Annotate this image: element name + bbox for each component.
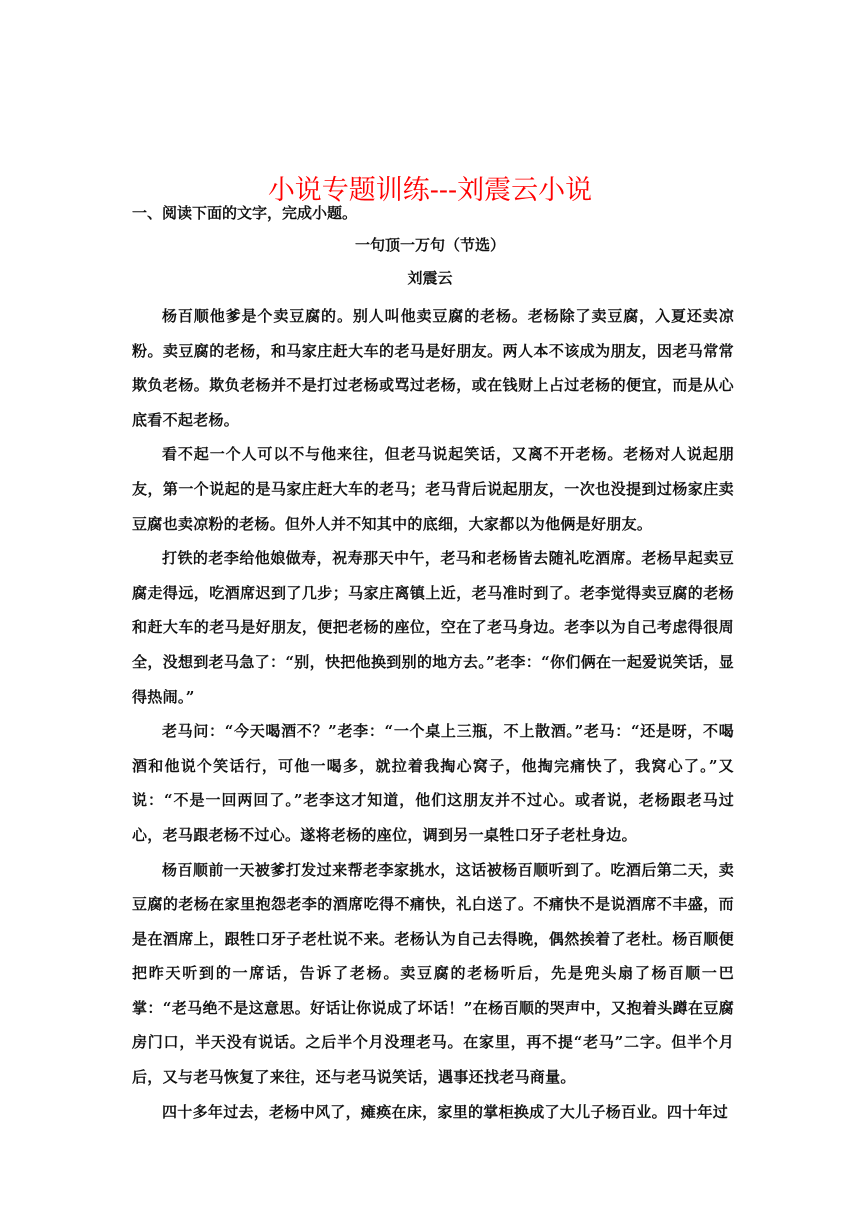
author-name: 刘震云 — [407, 269, 453, 287]
article-body — [132, 299, 734, 1129]
section-heading: 一、阅读下面的文字，完成小题。 — [132, 204, 358, 222]
paragraph: 杨百顺他爹是个卖豆腐的。别人叫他卖豆腐的老杨。老杨除了卖豆腐，入夏还卖凉粉。卖豆腐的老杨，和马家庄赶大车的老马是好朋友。两人本不该成为朋友，因老马常常欺负老杨。欺负老杨并不是打过老杨或骂过老杨，或在钱财上占过老杨的便宜，而是从心底看不起老杨。 — [132, 307, 734, 429]
paragraph: 看不起一个人可以不与他来往，但老马说起笑话，又离不开老杨。老杨对人说起朋友，第一个说起的是马家庄赶大车的老马；老马背后说起朋友，一次也没提到过杨家庄卖豆腐也卖凉粉的老杨。但外人并不知其中的底细，大家都以为他俩是好朋友。 — [132, 445, 734, 533]
paragraph: 打铁的老李给他娘做寿，祝寿那天中午，老马和老杨皆去随礼吃酒席。老杨早起卖豆腐走得远，吃酒席迟到了几步；马家庄离镇上近，老马准时到了。老李觉得卖豆腐的老杨和赶大车的老马是好朋友，便把老杨的座位，空在了老马身边。老李以为自己考虑得很周全，没想到老马急了：“别，快把他换到别的地方去。”老李：“你们俩在一起爱说笑话，显得热闹。” — [132, 549, 734, 706]
article-title: 一句顶一万句（节选） — [354, 236, 505, 254]
paragraph: 老马问：“今天喝酒不？”老李：“一个桌上三瓶，不上散酒。”老马：“还是呀，不喝酒和他说个笑话行，可他一喝多，就拉着我掏心窝子，他掏完痛快了，我窝心了。”又说：“不是一回两回了。”老李这才知道，他们这朋友并不过心。或者说，老杨跟老马过心，老马跟老杨不过心。遂将老杨的座位，调到另一桌牲口牙子老杜身边。 — [132, 722, 734, 844]
paragraph: 杨百顺前一天被爹打发过来帮老李家挑水，这话被杨百顺听到了。吃酒后第二天，卖豆腐的老杨在家里抱怨老李的酒席吃得不痛快，礼白送了。不痛快不是说酒席不丰盛，而是在酒席上，跟牲口牙子老杜说不来。老杨认为自己去得晚，偶然挨着了老杜。杨百顺便把昨天听到的一席话，告诉了老杨。卖豆腐的老杨听后，先是兜头扇了杨百顺一巴掌：“老马绝不是这意思。好话让你说成了坏话！”在杨百顺的哭声中，又抱着头蹲在豆腐房门口，半天没有说话。之后半个月没理老马。在家里，再不提“老马”二字。但半个月后，又与老马恢复了来往，还与老马说笑话，遇事还找老马商量。 — [132, 860, 734, 1087]
page-title: 小说专题训练---刘震云小说 — [267, 175, 593, 207]
paragraph: 四十多年过去，老杨中风了，瘫痪在床，家里的掌柜换成了大儿子杨百业。四十年过 — [162, 1102, 729, 1121]
